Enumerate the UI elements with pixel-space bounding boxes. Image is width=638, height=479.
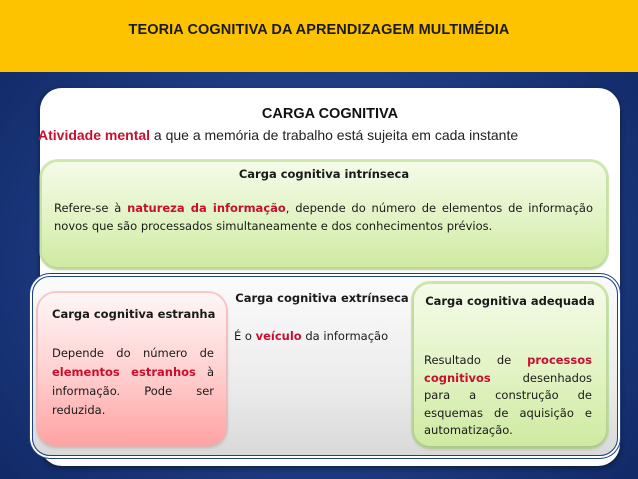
extraneous-load-title: Carga cognitiva estranha (52, 307, 216, 321)
adequate-text-part1: Resultado de (424, 353, 528, 367)
slide-title: TEORIA COGNITIVA DA APRENDIZAGEM MULTIMÉDIA (128, 22, 510, 38)
extrinsic-load-title: Carga cognitiva extrínseca (235, 291, 409, 305)
extrinsic-text-part1: É o (234, 329, 256, 343)
extrinsic-text-highlight: veículo (255, 329, 302, 343)
panel-title: CARGA COGNITIVA (261, 106, 399, 122)
extraneous-text-part1: Depende do número de (52, 346, 214, 360)
extraneous-text-part2: à informação. Pode ser reduzida. (52, 365, 214, 417)
extrinsic-load-text (234, 329, 414, 343)
intrinsic-text-part2: , depende do número de elementos de informação novos que são processados simultaneamente e dos conhecimentos prévios. (54, 201, 593, 233)
adequate-load-text (424, 352, 592, 440)
adequate-load-title: Carga cognitiva adequada (425, 294, 595, 308)
extrinsic-text-part2: da informação (301, 329, 389, 343)
intrinsic-load-title: Carga cognitiva intrínseca (238, 167, 410, 181)
subtitle-text: a que a memória de trabalho está sujeita em cada instante (150, 127, 519, 143)
intrinsic-text-highlight: natureza da informação (127, 201, 286, 215)
extraneous-text-highlight: elementos estranhos (52, 365, 196, 379)
subtitle-highlight: Atividade mental (38, 127, 151, 143)
intrinsic-text-part1: Refere-se à (54, 201, 128, 215)
adequate-text-part2: desenhados para a construção de esquemas de aquisição e automatização. (424, 370, 592, 437)
extraneous-load-text (52, 344, 214, 420)
intrinsic-load-text (54, 200, 593, 235)
adequate-text-highlight: processos cognitivos (424, 353, 592, 385)
panel-subtitle (38, 127, 628, 143)
